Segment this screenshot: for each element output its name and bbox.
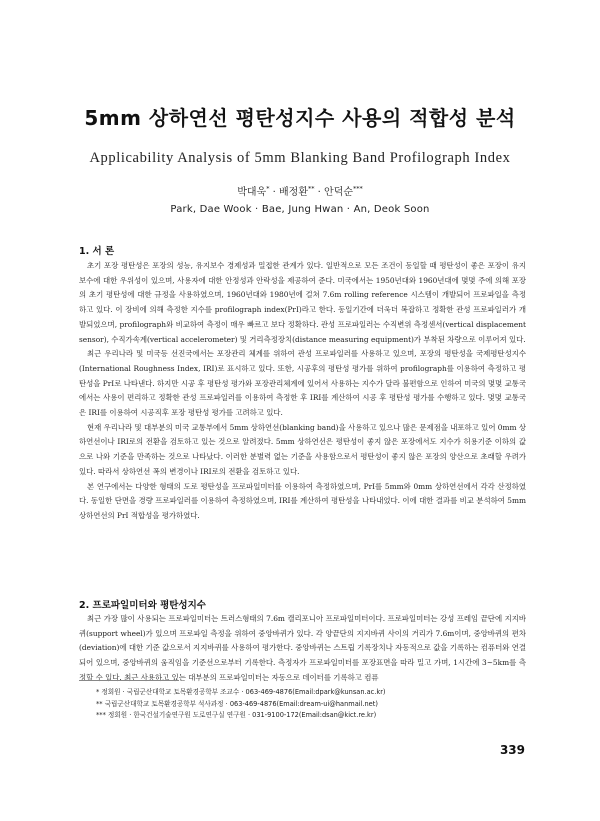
author-2-mark: ** [307,184,315,193]
author-3: 안덕순 [324,187,354,198]
paper-title-english: Applicability Analysis of 5mm Blanking Band Profilograph Index [89,150,511,166]
author-separator: · [314,187,325,198]
section-2-paragraph: 최근 가장 많이 사용되는 프로파일미터는 트러스형태의 7.6m 캘리포니아 프로파일미터이다. 프로파일미터는 강성 프레임 끝단에 지지바퀴(support wheel)가 있으며 프로파일 측정을 위하여 중앙바퀴가 있다. 각 양끝단의 지지바퀴 사이의 거리가 7.6m이며, 중앙바퀴의 편차(deviation)에 대한 기준 값으로서 지지바퀴를 사용하여 평가한다. 중앙바퀴는 스트립 기록장치나 자동적으로 값을 기록하는 컴퓨터와 연결되어 있으며, 중앙바퀴의 움직임을 기준선으로부터 기록한다. 측정자가 프로파일미터를 포장표면을 따라 밀고 가며, 1시간에 3~5km를 측정할 수 있다. 최근 사용하고 있는 대부분의 프로파일미터는 자동으로 데이터를 기록하고 컴퓨 [79,614,526,682]
footnote-1: * 정회원 · 국립군산대학교 토목환경공학부 조교수 · 063-469-4876(Email:dpark@kunsan.ac.kr) [96,688,386,696]
footnotes [96,687,536,722]
footnote-3: *** 정회원 · 한국건설기술연구원 도로연구실 연구원 · 031-9100-172(Email:dsan@kict.re.kr) [96,711,377,719]
paper-title-korean: 5mm 상하연선 평탄성지수 사용의 적합성 분석 [84,106,516,130]
section-1-paragraph: 최근 우리나라 및 미국등 선진국에서는 포장관리 체계를 위하여 관성 프로파일러를 사용하고 있으며, 포장의 평탄성을 국제평탄성지수(International Roughness Index, IRI)로 표시하고 있다. 또한, 시공후의 평탄성 평가를 위하여 profilograph를 이용하여 측정하고 평탄성을 PrI로 나타낸다. 하지만 시공 후 평탄성 평가와 포장관리체계에 있어서 사용하는 지수가 달라 불편함으로 인하여 미국의 몇몇 교통국에서는 사용이 편리하고 정확한 관성 프로파일러를 이용하여 측정한 후 IRI를 계산하여 시공 후 평탄성 평가를 수행하고 있다. 몇몇 교통국은 IRI를 이용하여 시공직후 포장 평탄성 평가를 고려하고 있다. [79,349,526,418]
section-1-paragraph: 초기 포장 평탄성은 포장의 성능, 유지보수 경제성과 밀접한 관계가 있다. 일반적으로 모든 조건이 동일할 때 평탄성이 좋은 포장이 유지보수에 대한 우위성이 있으며, 사용자에 대한 안정성과 안락성을 제공하여 준다. 미국에서는 1950년대와 1960년대에 몇몇 주에 의해 포장의 초기 평탄성에 대한 규정을 사용하였으며, 1960년대와 1980년에 걸쳐 7.6m rolling reference 시스템이 개발되어 프로파일을 측정하고 있다. 이 장비에 의해 측정한 지수를 profilograph index(PrI)라고 한다. 동일기간에 더욱더 복잡하고 정확한 관성 프로파일러가 개발되었으며, profilograph와 비교하여 측정이 매우 빠르고 보다 정확하다. 관성 프로파일러는 수직변위 측정센서(vertical displacement sensor), 수직가속계(vertical accelerometer) 및 거리측정장치(distance measuring equipment)가 부착된 차량으로 이루어져 있다. [79,261,526,344]
authors-english: Park, Dae Wook · Bae, Jung Hwan · An, Deok Soon [170,204,430,215]
author-1: 박대욱 [237,187,267,198]
footnote-2: ** 국립군산대학교 토목환경공학부 석사과정 · 063-469-4876(Email:dream-ui@hanmail.net) [96,699,378,708]
section-2-heading: 2. 프로파일미터와 평탄성지수 [79,600,206,611]
section-1-heading: 1. 서 론 [79,246,115,257]
author-2: 배정환 [279,187,308,198]
footnote-divider [79,680,179,681]
author-1-mark: * [266,184,270,193]
section-1-body [79,259,526,524]
section-1-paragraph: 본 연구에서는 다양한 형태의 도로 평탄성을 프로파일미터를 이용하여 측정하였으며, PrI를 5mm와 0mm 상하연선에서 각각 산정하였다. 동일한 단면을 경량 프로파일러를 이용하여 측정하였으며, IRI를 계산하여 평탄성을 나타내었다. 이에 대한 결과를 비교 분석하여 5mm 상하연선의 PrI 적합성을 평가하였다. [79,481,526,520]
page-number: 339 [499,743,525,757]
author-separator: · [269,187,279,198]
section-2-body [79,612,526,686]
authors-korean [0,183,600,198]
author-3-mark: *** [353,184,363,193]
section-1-paragraph: 현재 우리나라 및 대부분의 미국 교통부에서 5mm 상하연선(blanking band)을 사용하고 있으나 많은 문제점을 내포하고 있어 0mm 상하연선이나 IRI로의 전환을 검토하고 있는 것으로 알려졌다. 5mm 상하연선은 평탄성이 좋지 않은 포장에서도 지수가 허용기준 이하의 값으로 나와 기준을 만족하는 것으로 나타났다. 이러한 분별력 없는 기준을 사용함으로서 평탄성이 좋지 않은 포장의 양산으로 초래할 우려가 있다. 따라서 상하연선 폭의 변경이나 IRI로의 전환을 검토하고 있다. [79,422,527,476]
